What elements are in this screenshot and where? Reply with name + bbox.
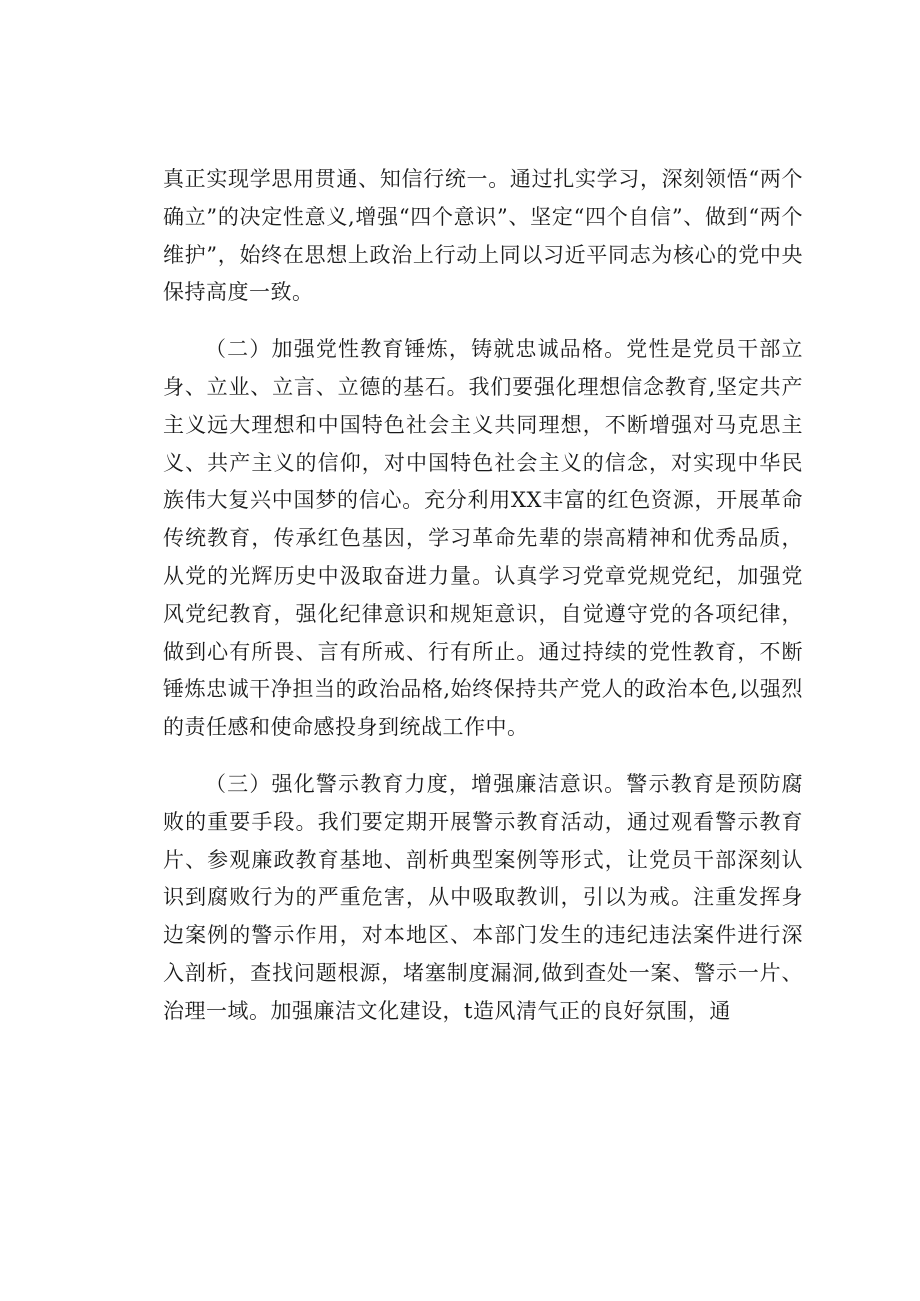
document-body <box>163 161 803 1031</box>
paragraph-party-spirit-education: （二）加强党性教育锤炼，铸就忠诚品格。党性是党员干部立身、立业、立言、立德的基石。我们要强化理想信念教育,坚定共产主义远大理想和中国特色社会主义共同理想，不断增强对马克思主义、共产主义的信仰，对中国特色社会主义的信念，对实现中华民族伟大复兴中国梦的信心。充分利用XX丰富的红色资源，开展革命传统教育，传承红色基因，学习革命先辈的崇高精神和优秀品质，从党的光辉历史中汲取奋进力量。认真学习党章党规党纪，加强党风党纪教育，强化纪律意识和规矩意识，自觉遵守党的各项纪律，做到心有所畏、言有所戒、行有所止。通过持续的党性教育，不断锤炼忠诚干净担当的政治品格,始终保持共产党人的政治本色,以强烈的责任感和使命感投身到统战工作中。 <box>163 337 803 740</box>
paragraph-continuation: 真正实现学思用贯通、知信行统一。通过扎实学习，深刻领悟“两个确立”的决定性意义,增强“四个意识”、坚定“四个自信”、做到“两个维护”，始终在思想上政治上行动上同以习近平同志为核心的党中央保持高度一致。 <box>163 167 803 305</box>
paragraph-warning-education: （三）强化警示教育力度，增强廉洁意识。警示教育是预防腐败的重要手段。我们要定期开展警示教育活动，通过观看警示教育片、参观廉政教育基地、剖析典型案例等形式，让党员干部深刻认识到腐败行为的严重危害，从中吸取教训，引以为戒。注重发挥身边案例的警示作用，对本地区、本部门发生的违纪违法案件进行深入剖析，查找问题根源，堵塞制度漏洞,做到查处一案、警示一片、治理一域。加强廉洁文化建设，t造风清气正的良好氛围，通 <box>163 771 803 1023</box>
